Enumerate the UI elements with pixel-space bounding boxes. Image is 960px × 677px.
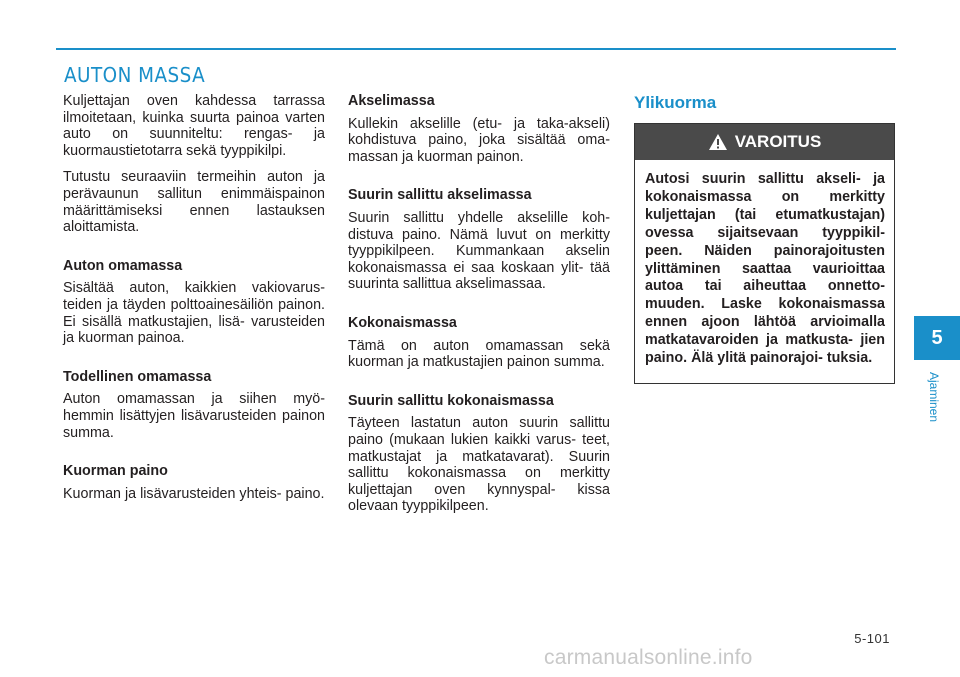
page-number: 5-101 bbox=[854, 631, 890, 646]
cargo-weight-heading: Kuorman paino bbox=[63, 463, 168, 480]
top-rule bbox=[56, 48, 896, 50]
warning-triangle-icon bbox=[708, 133, 728, 151]
axle-weight-heading: Akselimassa bbox=[348, 93, 435, 109]
watermark: carmanualsonline.info bbox=[544, 646, 753, 669]
actual-weight-heading: Todellinen omamassa bbox=[63, 368, 212, 385]
chapter-tab[interactable] bbox=[914, 316, 960, 360]
warning-label: VAROITUS bbox=[734, 132, 822, 151]
warning-header bbox=[635, 124, 894, 160]
column-middle bbox=[348, 93, 610, 525]
gvw-heading: Kokonaismassa bbox=[348, 314, 457, 331]
gvwr-heading: Suurin sallittu kokonaismassa bbox=[348, 392, 554, 409]
chapter-number: 5 bbox=[931, 326, 943, 349]
curb-weight-text: Sisältää auton, kaikkien vakiovarus- teiden ja täyden polttoainesäiliön painon. Ei sisällä matkustajien, lisä- varusteiden ja kuorman painoa. bbox=[63, 280, 325, 347]
chapter-label: Ajaminen bbox=[927, 372, 941, 423]
gvwr-text: Täyteen lastatun auton suurin sallittu paino (mukaan lukien kaikki varus- teet, matkustajat ja matkatavarat). Suurin sallittu kokonaismassa on merkitty kuljettajan oven kynnyspal- kissa olevaan tyyppikilpeen. bbox=[348, 415, 610, 515]
cargo-weight-text: Kuorman ja lisävarusteiden yhteis- paino. bbox=[63, 485, 325, 502]
curb-weight-heading: Auton omamassa bbox=[63, 257, 183, 274]
intro-paragraph-2: Tutustu seuraaviin termeihin auton ja perävaunun sallitun enimmäispainon määrittämiseksi ennen lastauksen aloittamista. bbox=[63, 169, 325, 236]
section-title: AUTON MASSA bbox=[64, 63, 206, 87]
gawr-text: Suurin sallittu yhdelle akselille koh- distuva paino. Nämä luvut on merkitty tyyppikilpeen. Kummankaan akselin kokonaismassa ei saa koskaan ylit- tää suurinta sallittua akselimassaa. bbox=[348, 209, 610, 293]
overload-heading: Ylikuorma bbox=[634, 93, 717, 112]
warning-text: Autosi suurin sallittu akseli- ja kokonaismassa on merkitty kuljettajan (tai etumatkustajan) ovessa sijaitsevaan tyyppikil- peen. Näiden painorajoitusten ylittäminen saattaa vaurioittaa autoa tai aiheuttaa onnetto- muuden. Laske kokonaismassa ennen ajoon lähtöä arvioimalla matkatavaroiden ja matkusta- jien paino. Älä ylitä painorajoi- tuksia. bbox=[645, 171, 885, 367]
gvw-text: Tämä on auton omamassan sekä kuorman ja matkustajien painon summa. bbox=[348, 337, 610, 371]
axle-weight-text: Kullekin akselille (etu- ja taka-akseli) kohdistuva paino, joka sisältää oma- massan ja kuorman painon. bbox=[348, 115, 610, 165]
actual-weight-text: Auton omamassan ja siihen myö- hemmin lisättyjen lisävarusteiden painon summa. bbox=[63, 391, 325, 441]
intro-paragraph-1: Kuljettajan oven kahdessa tarrassa ilmoitetaan, kuinka suurta painoa varten auto on suunniteltu: rengas- ja kuormaustietotarra sekä tyyppikilpi. bbox=[63, 93, 325, 159]
warning-box bbox=[634, 123, 895, 384]
gawr-heading: Suurin sallittu akselimassa bbox=[348, 187, 532, 204]
column-left bbox=[63, 93, 325, 512]
